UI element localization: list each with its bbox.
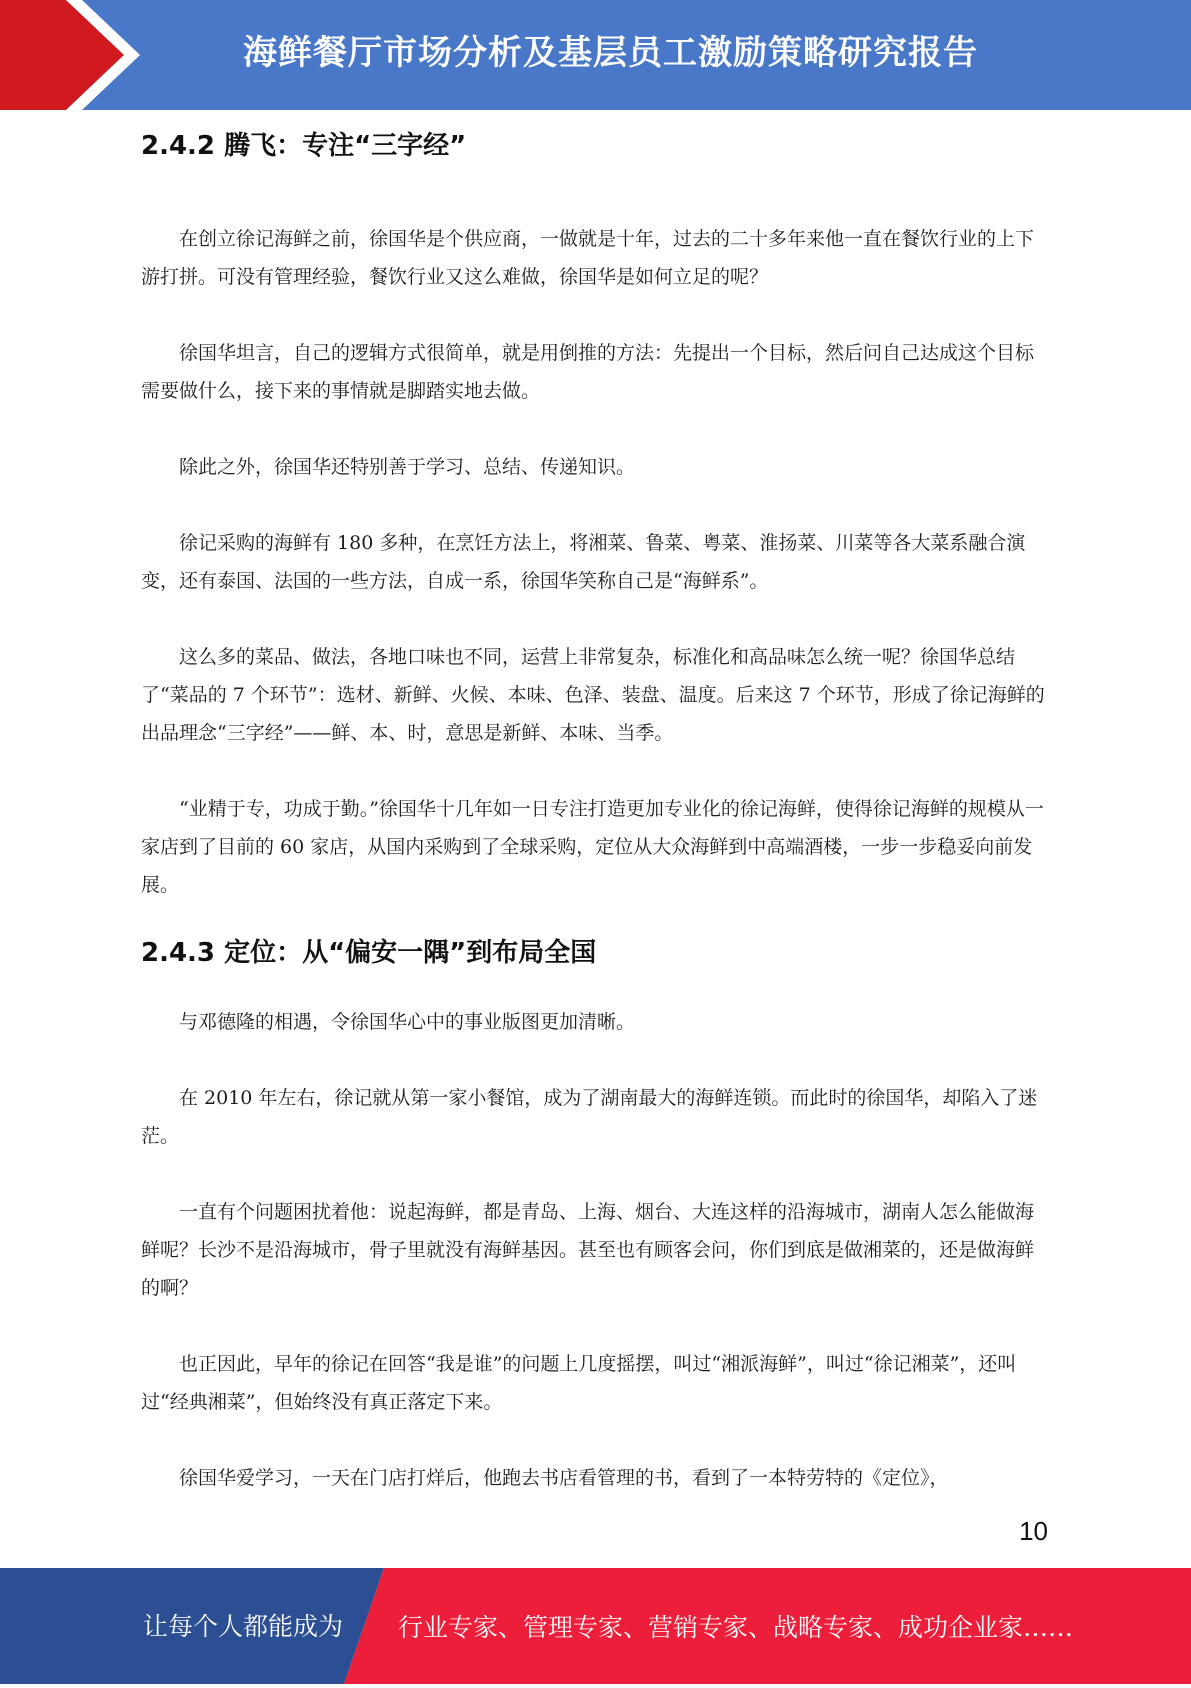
report-title: 海鲜餐厅市场分析及基层员工激励策略研究报告 [243, 33, 978, 73]
section-heading-2-4-2: 2.4.2 腾飞：专注“三字经” [141, 131, 467, 161]
section-heading-2-4-3: 2.4.3 定位：从“偏安一隅”到布局全国 [141, 938, 597, 968]
paragraph: 在创立徐记海鲜之前，徐国华是个供应商，一做就是十年，过去的二十多年来他一直在餐饮行业的上下游打拼。可没有管理经验，餐饮行业又这么难做，徐国华是如何立足的呢？ [141, 228, 1035, 288]
page-number: 10 [1019, 1516, 1048, 1546]
paragraph: 一直有个问题困扰着他：说起海鲜，都是青岛、上海、烟台、大连这样的沿海城市，湖南人怎么能做海鲜呢？长沙不是沿海城市，骨子里就没有海鲜基因。甚至也有顾客会问，你们到底是做湘菜的，还是做海鲜的啊？ [141, 1201, 1035, 1299]
paragraph: 也正因此，早年的徐记在回答“我是谁”的问题上几度摇摆，叫过“湘派海鲜”，叫过“徐记湘菜”，还叫过“经典湘菜”，但始终没有真正落定下来。 [141, 1353, 1017, 1413]
header-band [0, 0, 1191, 110]
paragraph: 徐国华坦言，自己的逻辑方式很简单，就是用倒推的方法：先提出一个目标，然后问自己达成这个目标需要做什么，接下来的事情就是脚踏实地去做。 [141, 342, 1035, 402]
paragraph: “业精于专，功成于勤。”徐国华十几年如一日专注打造更加专业化的徐记海鲜，使得徐记海鲜的规模从一家店到了目前的 60 家店，从国内采购到了全球采购，定位从大众海鲜到中高端酒楼，一步一步稳妥向前发展。 [141, 798, 1044, 896]
footer-slogan-left: 让每个人都能成为 [143, 1612, 344, 1641]
paragraph: 徐国华爱学习，一天在门店打烊后，他跑去书店看管理的书，看到了一本特劳特的《定位》， [179, 1467, 949, 1489]
document-body [141, 126, 1046, 1497]
paragraph: 这么多的菜品、做法，各地口味也不同，运营上非常复杂，标准化和高品味怎么统一呢？徐国华总结了“菜品的 7 个环节”：选材、新鲜、火候、本味、色泽、装盘、温度。后来这 7 个环节，形成了徐记海鲜的出品理念“三字经”——鲜、本、时，意思是新鲜、本味、当季。 [141, 646, 1045, 744]
footer-band [0, 1568, 1191, 1684]
paragraph: 除此之外，徐国华还特别善于学习、总结、传递知识。 [179, 456, 636, 478]
paragraph: 徐记采购的海鲜有 180 多种，在烹饪方法上，将湘菜、鲁菜、粤菜、淮扬菜、川菜等各大菜系融合演变，还有泰国、法国的一些方法，自成一系，徐国华笑称自己是“海鲜系”。 [141, 532, 1026, 592]
paragraph: 与邓德隆的相遇，令徐国华心中的事业版图更加清晰。 [179, 1011, 636, 1033]
footer-slogan-right: 行业专家、管理专家、营销专家、战略专家、成功企业家…… [398, 1613, 1074, 1642]
paragraph: 在 2010 年左右，徐记就从第一家小餐馆，成为了湖南最大的海鲜连锁。而此时的徐国华，却陷入了迷茫。 [141, 1087, 1038, 1147]
